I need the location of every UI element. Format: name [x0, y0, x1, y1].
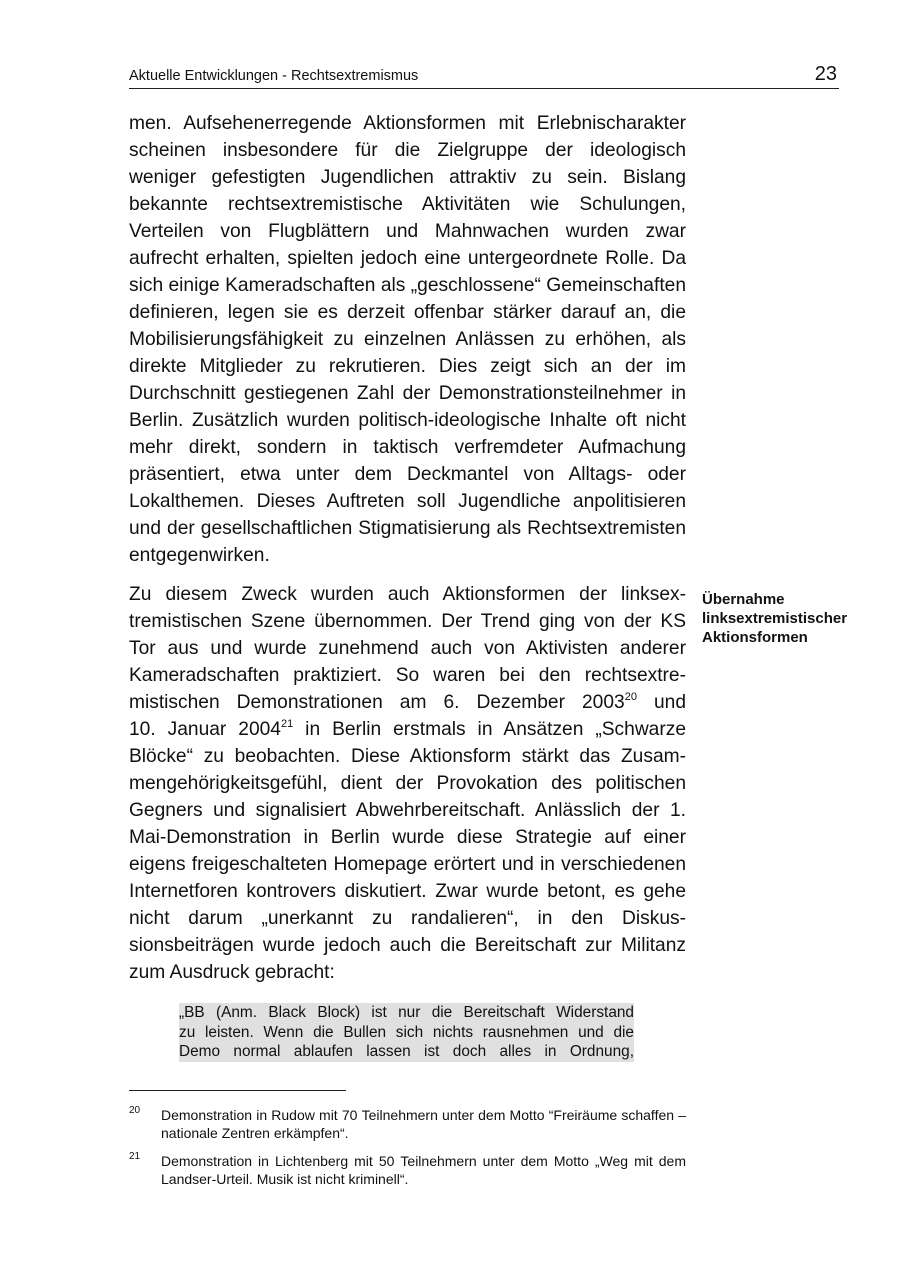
page-number: 23: [814, 63, 837, 85]
footnote-separator: [129, 1090, 346, 1091]
block-quote: [179, 1003, 634, 1062]
quote-line: Demo normal ablaufen lassen ist doch alles in Ordnung,: [179, 1043, 634, 1061]
footnote-21: [129, 1152, 686, 1188]
paragraph-text: Zu diesem Zweck wurden auch Aktionsformen der linksextremistischen Szene übernommen. Der Trend ging von der KS Tor aus und wurde zunehmend auch von Aktivisten anderer Kameradschaften praktiziert. So waren bei den rechtsextremistischen Demonstrationen am 6. Dezember 2003: [129, 584, 686, 713]
margin-heading-line: linksextremistischer: [702, 610, 848, 627]
quote-line: zu leisten. Wenn die Bullen sich nichts rausnehmen und die: [179, 1023, 634, 1041]
page-header: [129, 62, 839, 89]
footnote-text: Demonstration in Lichtenberg mit 50 Teilnehmern unter dem Motto „Weg mit dem Landser-Urteil. Musik ist nicht kriminell“.: [161, 1153, 686, 1187]
running-header-title: Aktuelle Entwicklungen - Rechtsextremismus: [129, 68, 419, 84]
margin-heading: [702, 590, 877, 647]
footnote-20: [129, 1106, 686, 1142]
footnote-ref-20: 20: [624, 690, 637, 703]
footnote-number: 20: [129, 1105, 141, 1116]
footnote-ref-21: 21: [280, 717, 294, 730]
paragraph-text: in Berlin erstmals in Ansätzen „Schwarze Blöcke“ zu beobachten. Diese Aktionsform stärkt das Zusammengehörigkeitsgefühl, dient der Provokation des politischen Gegners und signalisiert Abwehrbereitschaft. Anlässlich der 1. Mai-Demonstration in Berlin wurde diese Strategie auf einer eigens freigeschalteten Homepage erörtert und in verschiedenen Internetforen kontrovers diskutiert. Zwar wurde betont, es gehe nicht darum „unerkannt zu randalieren“, in den Diskussionsbeiträgen wurde jedoch auch die Bereitschaft zur Militanz zum Ausdruck gebracht:: [129, 719, 686, 983]
footnote-number: 21: [129, 1151, 141, 1162]
footnote-text: Demonstration in Rudow mit 70 Teilnehmern unter dem Motto “Freiräume schaffen – nationale Zentren erkämpfen“.: [161, 1107, 686, 1141]
margin-heading-line: Übernahme: [702, 591, 785, 608]
body-paragraph-1: men. Aufsehenerregende Aktionsformen mit Erlebnischarakter scheinen insbesondere für die Zielgruppe der ideologisch weniger gefestigten Jugendlichen attraktiv zu sein. Bislang bekannte rechtsextremistische Aktivitäten wie Schulungen, Verteilen von Flugblättern und Mahnwachen wurden zwar aufrecht erhalten, spielten jedoch eine untergeordnete Rolle. Da sich einige Kameradschaften als „geschlossene“ Gemeinschaften definieren, legen sie es derzeit offenbar stärker darauf an, die Mobilisierungsfähigkeit zu einzelnen Anlässen zu erhöhen, als direkte Mitglieder zu rekrutieren. Dies zeigt sich an der im Durchschnitt gestiegenen Zahl der Demonstrationsteilnehmer in Berlin. Zusätzlich wurden politisch-ideologische Inhalte oft nicht mehr direkt, sondern in taktisch verfremdeter Aufmachung präsentiert, etwa unter dem Deckmantel von Alltags- oder Lokalthemen. Dieses Auftreten soll Jugendliche anpolitisieren und der gesellschaftlichen Stigmatisierung als Rechtsextremisten entgegenwirken.: [129, 113, 686, 566]
quote-line: „BB (Anm. Black Block) ist nur die Bereitschaft Widerstand: [179, 1004, 634, 1021]
margin-heading-line: Aktionsformen: [702, 629, 808, 646]
paragraph-text: und 10. Januar 2004: [129, 692, 686, 740]
body-paragraph-2: [129, 581, 686, 986]
